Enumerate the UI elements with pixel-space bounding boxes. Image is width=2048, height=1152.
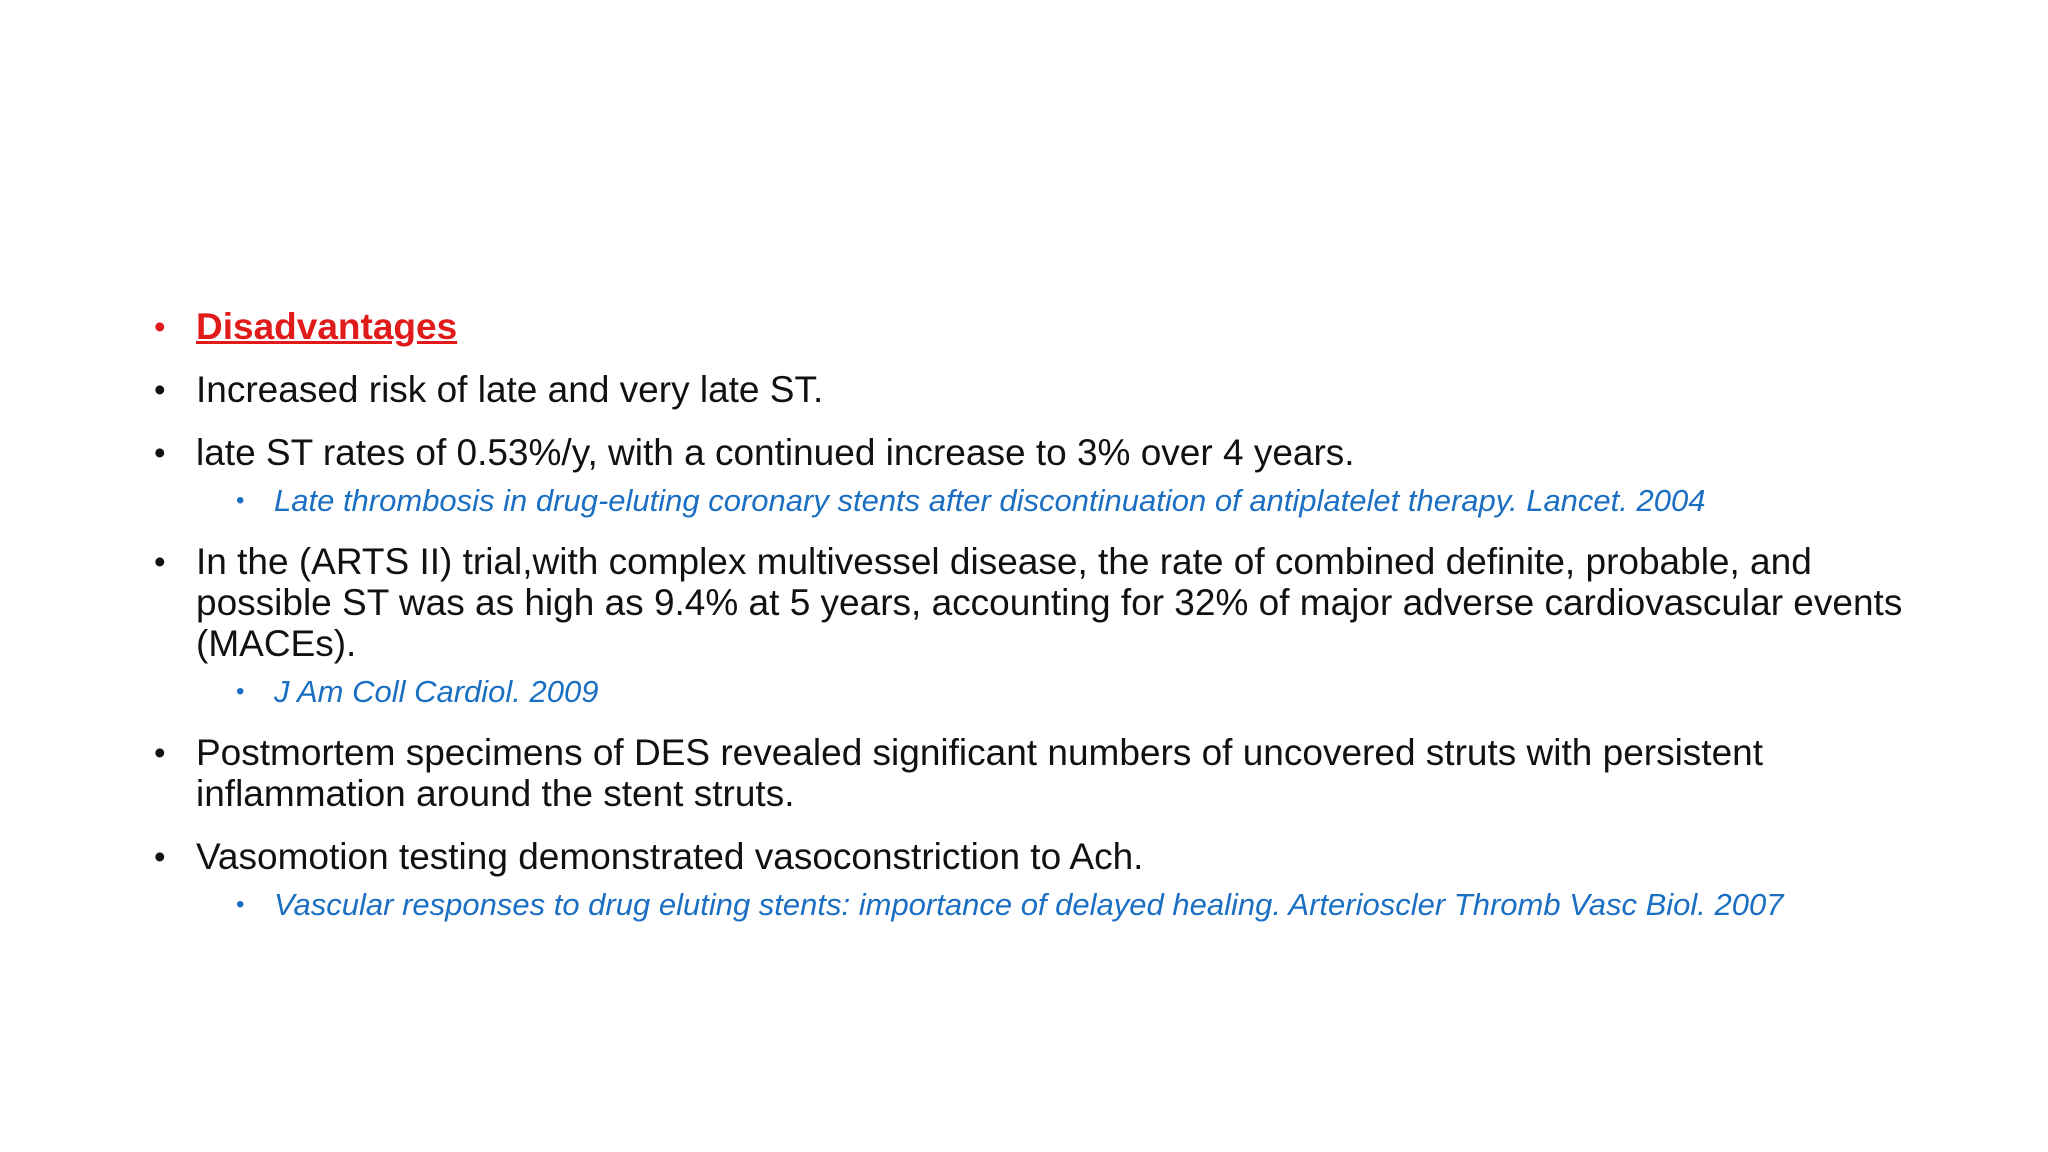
heading-disadvantages: Disadvantages [196,306,458,347]
point-text: Postmortem specimens of DES revealed significant numbers of uncovered struts with persistent inflammation around the stent struts. [196,732,1764,814]
bullet-icon: • [154,543,166,580]
bullet-icon: • [236,678,245,705]
citation-text: Vascular responses to drug eluting stents: importance of delayed healing. Arterioscler Thromb Vasc Biol. 2007 [274,887,1784,922]
bullet-icon: • [154,838,166,875]
bullet-list [150,306,1910,945]
citation-item [236,483,1914,519]
bullet-icon: • [154,308,166,345]
point-text: late ST rates of 0.53%/y, with a continued increase to 3% over 4 years. [196,432,1355,473]
bullet-icon: • [236,891,245,918]
bullet-icon: • [154,371,166,408]
citation-text: J Am Coll Cardiol. 2009 [274,674,599,709]
citation-item [236,674,1910,710]
point-text: In the (ARTS II) trial,with complex multivessel disease, the rate of combined definite, probable, and possible ST was as high as 9.4% at 5 years, accounting for 32% of major adverse cardiovascular events (MACEs). [196,541,1903,664]
list-item [150,732,1916,814]
list-item [150,369,1910,410]
bullet-icon: • [154,434,166,471]
point-text: Increased risk of late and very late ST. [196,369,824,410]
bullet-icon: • [236,487,245,514]
citation-text: Late thrombosis in drug-eluting coronary stents after discontinuation of antiplatelet therapy. Lancet. 2004 [274,483,1706,518]
list-item [150,541,1916,664]
citation-item [236,887,1914,923]
list-item [150,836,1910,877]
list-item [150,432,1910,473]
heading-item [150,306,1910,347]
bullet-icon: • [154,734,166,771]
point-text: Vasomotion testing demonstrated vasoconstriction to Ach. [196,836,1144,877]
